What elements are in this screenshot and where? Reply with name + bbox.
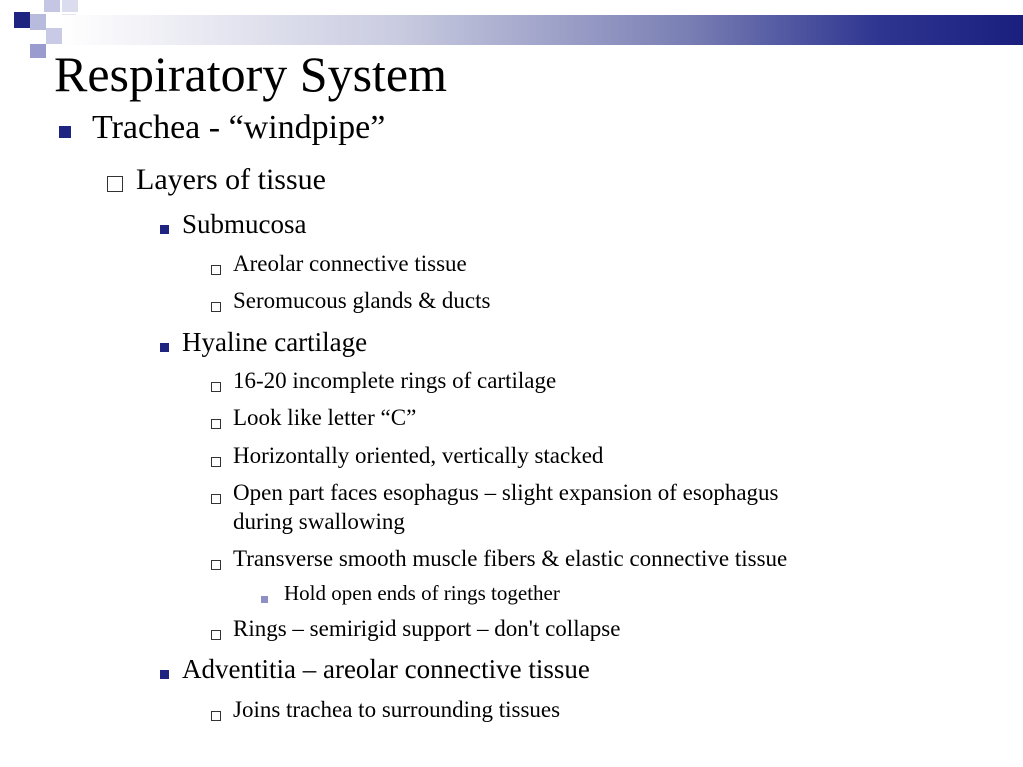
bullet-hollow-square-icon bbox=[211, 711, 221, 721]
bullet-text-level-4: Transverse smooth muscle fibers & elastic connective tissue bbox=[233, 546, 788, 571]
bullet-text-continuation: during swallowing bbox=[233, 509, 405, 534]
bullet-hollow-square-icon bbox=[107, 176, 123, 192]
bullet-filled-square-icon bbox=[160, 343, 169, 352]
bullet-hollow-square-icon bbox=[211, 457, 221, 467]
bullet-text-level-4: Open part faces esophagus – slight expansion of esophagus bbox=[233, 480, 779, 505]
bullet-text-level-3: Adventitia – areolar connective tissue bbox=[182, 654, 590, 684]
bullet-filled-square-icon bbox=[59, 126, 71, 138]
bullet-text-level-1: Trachea - “windpipe” bbox=[92, 109, 386, 146]
bullet-hollow-square-icon bbox=[211, 419, 221, 429]
bullet-hollow-square-icon bbox=[211, 630, 221, 640]
bullet-hollow-square-icon bbox=[211, 560, 221, 570]
bullet-hollow-square-icon bbox=[211, 302, 221, 312]
bullet-text-level-4: Rings – semirigid support – don't collapse bbox=[233, 616, 621, 641]
bullet-text-level-3: Submucosa bbox=[182, 209, 307, 239]
bullet-text-level-2: Layers of tissue bbox=[136, 163, 326, 196]
bullet-text-level-4: Look like letter “C” bbox=[233, 405, 417, 430]
slide-title: Respiratory System bbox=[54, 46, 448, 102]
bullet-light-square-icon bbox=[261, 596, 268, 603]
bullet-hollow-square-icon bbox=[211, 382, 221, 392]
bullet-text-level-5: Hold open ends of rings together bbox=[284, 581, 560, 605]
bullet-hollow-square-icon bbox=[211, 265, 221, 275]
bullet-hollow-square-icon bbox=[211, 494, 221, 504]
bullet-text-level-4: Horizontally oriented, vertically stacked bbox=[233, 443, 604, 468]
bullet-text-level-4: Areolar connective tissue bbox=[233, 251, 467, 276]
bullet-filled-square-icon bbox=[160, 225, 169, 234]
bullet-text-level-3: Hyaline cartilage bbox=[182, 327, 368, 357]
bullet-text-level-4: 16-20 incomplete rings of cartilage bbox=[233, 368, 557, 393]
bullet-text-level-4: Seromucous glands & ducts bbox=[233, 288, 491, 313]
bullet-text-level-4: Joins trachea to surrounding tissues bbox=[233, 697, 561, 722]
bullet-filled-square-icon bbox=[160, 670, 169, 679]
